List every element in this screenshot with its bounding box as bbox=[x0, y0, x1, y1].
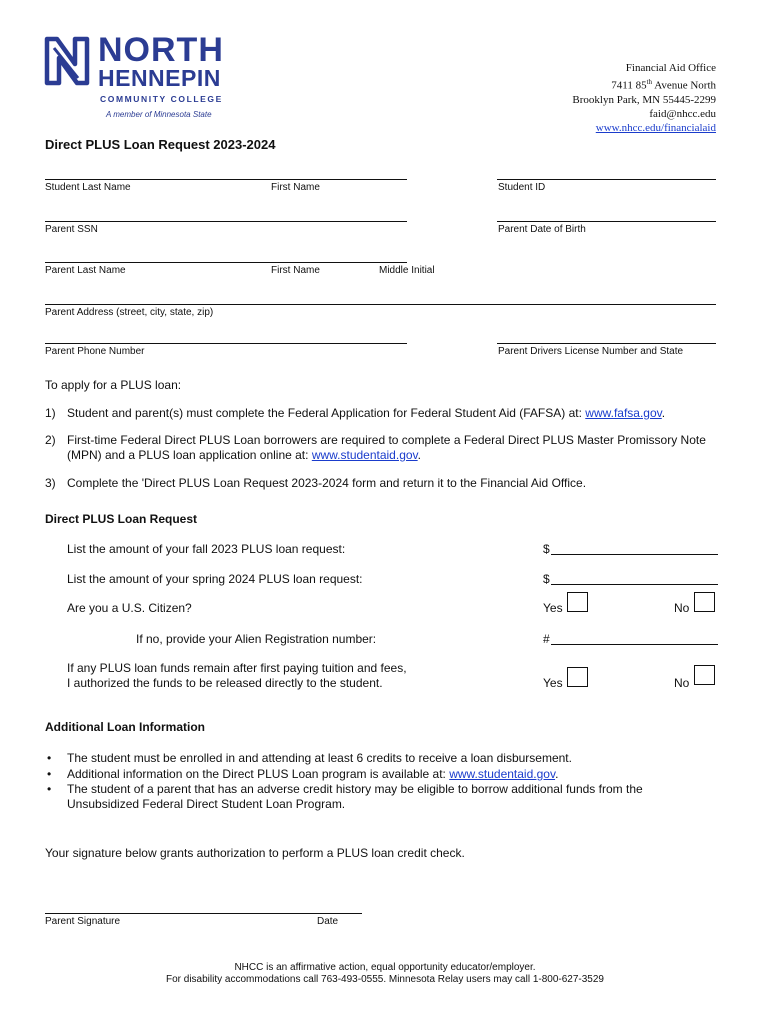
student-id-label: Student ID bbox=[498, 182, 546, 193]
parent-address-line[interactable] bbox=[45, 304, 716, 305]
bullet-2-icon: • bbox=[47, 767, 52, 781]
funds-release-line-1: If any PLUS loan funds remain after first paying tuition and fees, bbox=[67, 661, 407, 675]
instructions-intro: To apply for a PLUS loan: bbox=[45, 378, 182, 392]
funds-release-line-2: I authorized the funds to be released directly to the student. bbox=[67, 676, 383, 690]
bullet-3-icon: • bbox=[47, 782, 52, 796]
step-1-text: Student and parent(s) must complete the Federal Application for Federal Student Aid (FAFSA) at: www.fafsa.gov. bbox=[67, 406, 666, 420]
spring-dollar-sign: $ bbox=[543, 572, 550, 586]
logo-community-college-text: COMMUNITY COLLEGE bbox=[100, 94, 223, 104]
college-logo-mark-icon bbox=[44, 36, 90, 86]
additional-item-1: The student must be enrolled in and attending at least 6 credits to receive a loan disbursement. bbox=[67, 751, 572, 765]
fall-amount-field[interactable] bbox=[551, 554, 718, 555]
signature-statement: Your signature below grants authorization to perform a PLUS loan credit check. bbox=[45, 846, 465, 860]
additional-item-3: The student of a parent that has an adverse credit history may be eligible to borrow additional funds from the Unsubsidized Federal Direct Student Loan Program. bbox=[67, 782, 643, 811]
step-3-number: 3) bbox=[45, 476, 56, 490]
office-name: Financial Aid Office bbox=[625, 62, 716, 74]
step-2-number: 2) bbox=[45, 433, 56, 447]
alien-hash-sign: # bbox=[543, 632, 550, 646]
parent-name-line[interactable] bbox=[45, 262, 407, 263]
fafsa-link[interactable]: www.fafsa.gov bbox=[585, 406, 662, 420]
parent-dob-line[interactable] bbox=[497, 221, 716, 222]
step-1-number: 1) bbox=[45, 406, 56, 420]
fall-amount-label: List the amount of your fall 2023 PLUS loan request: bbox=[67, 542, 346, 556]
fall-dollar-sign: $ bbox=[543, 542, 550, 556]
additional-heading: Additional Loan Information bbox=[45, 720, 205, 734]
student-id-line[interactable] bbox=[497, 179, 716, 180]
footer-eoe-statement: NHCC is an affirmative action, equal opportunity educator/employer. bbox=[234, 962, 536, 973]
middle-initial-label: Middle Initial bbox=[379, 265, 435, 276]
additional-item-2: Additional information on the Direct PLUS Loan program is available at: www.studentaid.gov. bbox=[67, 767, 559, 781]
citizen-question: Are you a U.S. Citizen? bbox=[67, 601, 192, 615]
studentaid-link-2[interactable]: www.studentaid.gov bbox=[449, 767, 556, 781]
parent-phone-line[interactable] bbox=[45, 343, 407, 344]
funds-yes-label: Yes bbox=[543, 676, 563, 690]
office-website-link[interactable]: www.nhcc.edu/financialaid bbox=[595, 121, 716, 134]
parent-last-name-label: Parent Last Name bbox=[45, 265, 126, 276]
funds-yes-checkbox[interactable] bbox=[567, 667, 588, 687]
form-title: Direct PLUS Loan Request 2023-2024 bbox=[45, 137, 276, 152]
signature-line[interactable] bbox=[45, 913, 362, 914]
citizen-yes-checkbox[interactable] bbox=[567, 592, 588, 612]
office-city: Brooklyn Park, MN 55445-2299 bbox=[572, 93, 716, 106]
parent-signature-label: Parent Signature bbox=[45, 916, 121, 927]
parent-license-line[interactable] bbox=[497, 343, 716, 344]
step-3-text: Complete the 'Direct PLUS Loan Request 2023-2024 form and return it to the Financial Aid Office. bbox=[67, 476, 587, 490]
student-first-name-label: First Name bbox=[271, 182, 320, 193]
studentaid-link-1[interactable]: www.studentaid.gov bbox=[311, 448, 418, 462]
office-street: 7411 85th Avenue North bbox=[611, 78, 716, 92]
funds-no-label: No bbox=[674, 676, 690, 690]
office-email: faid@nhcc.edu bbox=[649, 107, 716, 120]
parent-address-label: Parent Address (street, city, state, zip) bbox=[45, 307, 214, 318]
step-2-text: First-time Federal Direct PLUS Loan borrowers are required to complete a Federal Direct PLUS Master Promissory Note (MPN) and a PLUS loan application online at: www.studentaid.gov. bbox=[67, 433, 706, 462]
alien-registration-field[interactable] bbox=[551, 644, 718, 645]
student-last-name-label: Student Last Name bbox=[45, 182, 131, 193]
parent-first-name-label: First Name bbox=[271, 265, 320, 276]
request-heading: Direct PLUS Loan Request bbox=[45, 512, 198, 526]
spring-amount-label: List the amount of your spring 2024 PLUS loan request: bbox=[67, 572, 363, 586]
parent-ssn-label: Parent SSN bbox=[45, 224, 98, 235]
logo-north-text: NORTH bbox=[98, 31, 224, 69]
alien-registration-label: If no, provide your Alien Registration number: bbox=[136, 632, 377, 646]
signature-date-label: Date bbox=[317, 916, 339, 927]
logo-tagline: A member of Minnesota State bbox=[106, 110, 212, 119]
parent-ssn-line[interactable] bbox=[45, 221, 407, 222]
logo-hennepin-text: HENNEPIN bbox=[98, 65, 221, 91]
spring-amount-field[interactable] bbox=[551, 584, 718, 585]
funds-no-checkbox[interactable] bbox=[694, 665, 715, 685]
citizen-yes-label: Yes bbox=[543, 601, 563, 615]
parent-phone-label: Parent Phone Number bbox=[45, 346, 145, 357]
citizen-no-checkbox[interactable] bbox=[694, 592, 715, 612]
parent-dob-label: Parent Date of Birth bbox=[498, 224, 586, 235]
citizen-no-label: No bbox=[674, 601, 690, 615]
footer-accommodations: For disability accommodations call 763-493-0555. Minnesota Relay users may call 1-800-627-3529 bbox=[165, 974, 604, 985]
bullet-1-icon: • bbox=[47, 751, 52, 765]
office-address-block bbox=[572, 61, 716, 135]
student-name-line[interactable] bbox=[45, 179, 407, 180]
parent-license-label: Parent Drivers License Number and State bbox=[498, 346, 684, 357]
